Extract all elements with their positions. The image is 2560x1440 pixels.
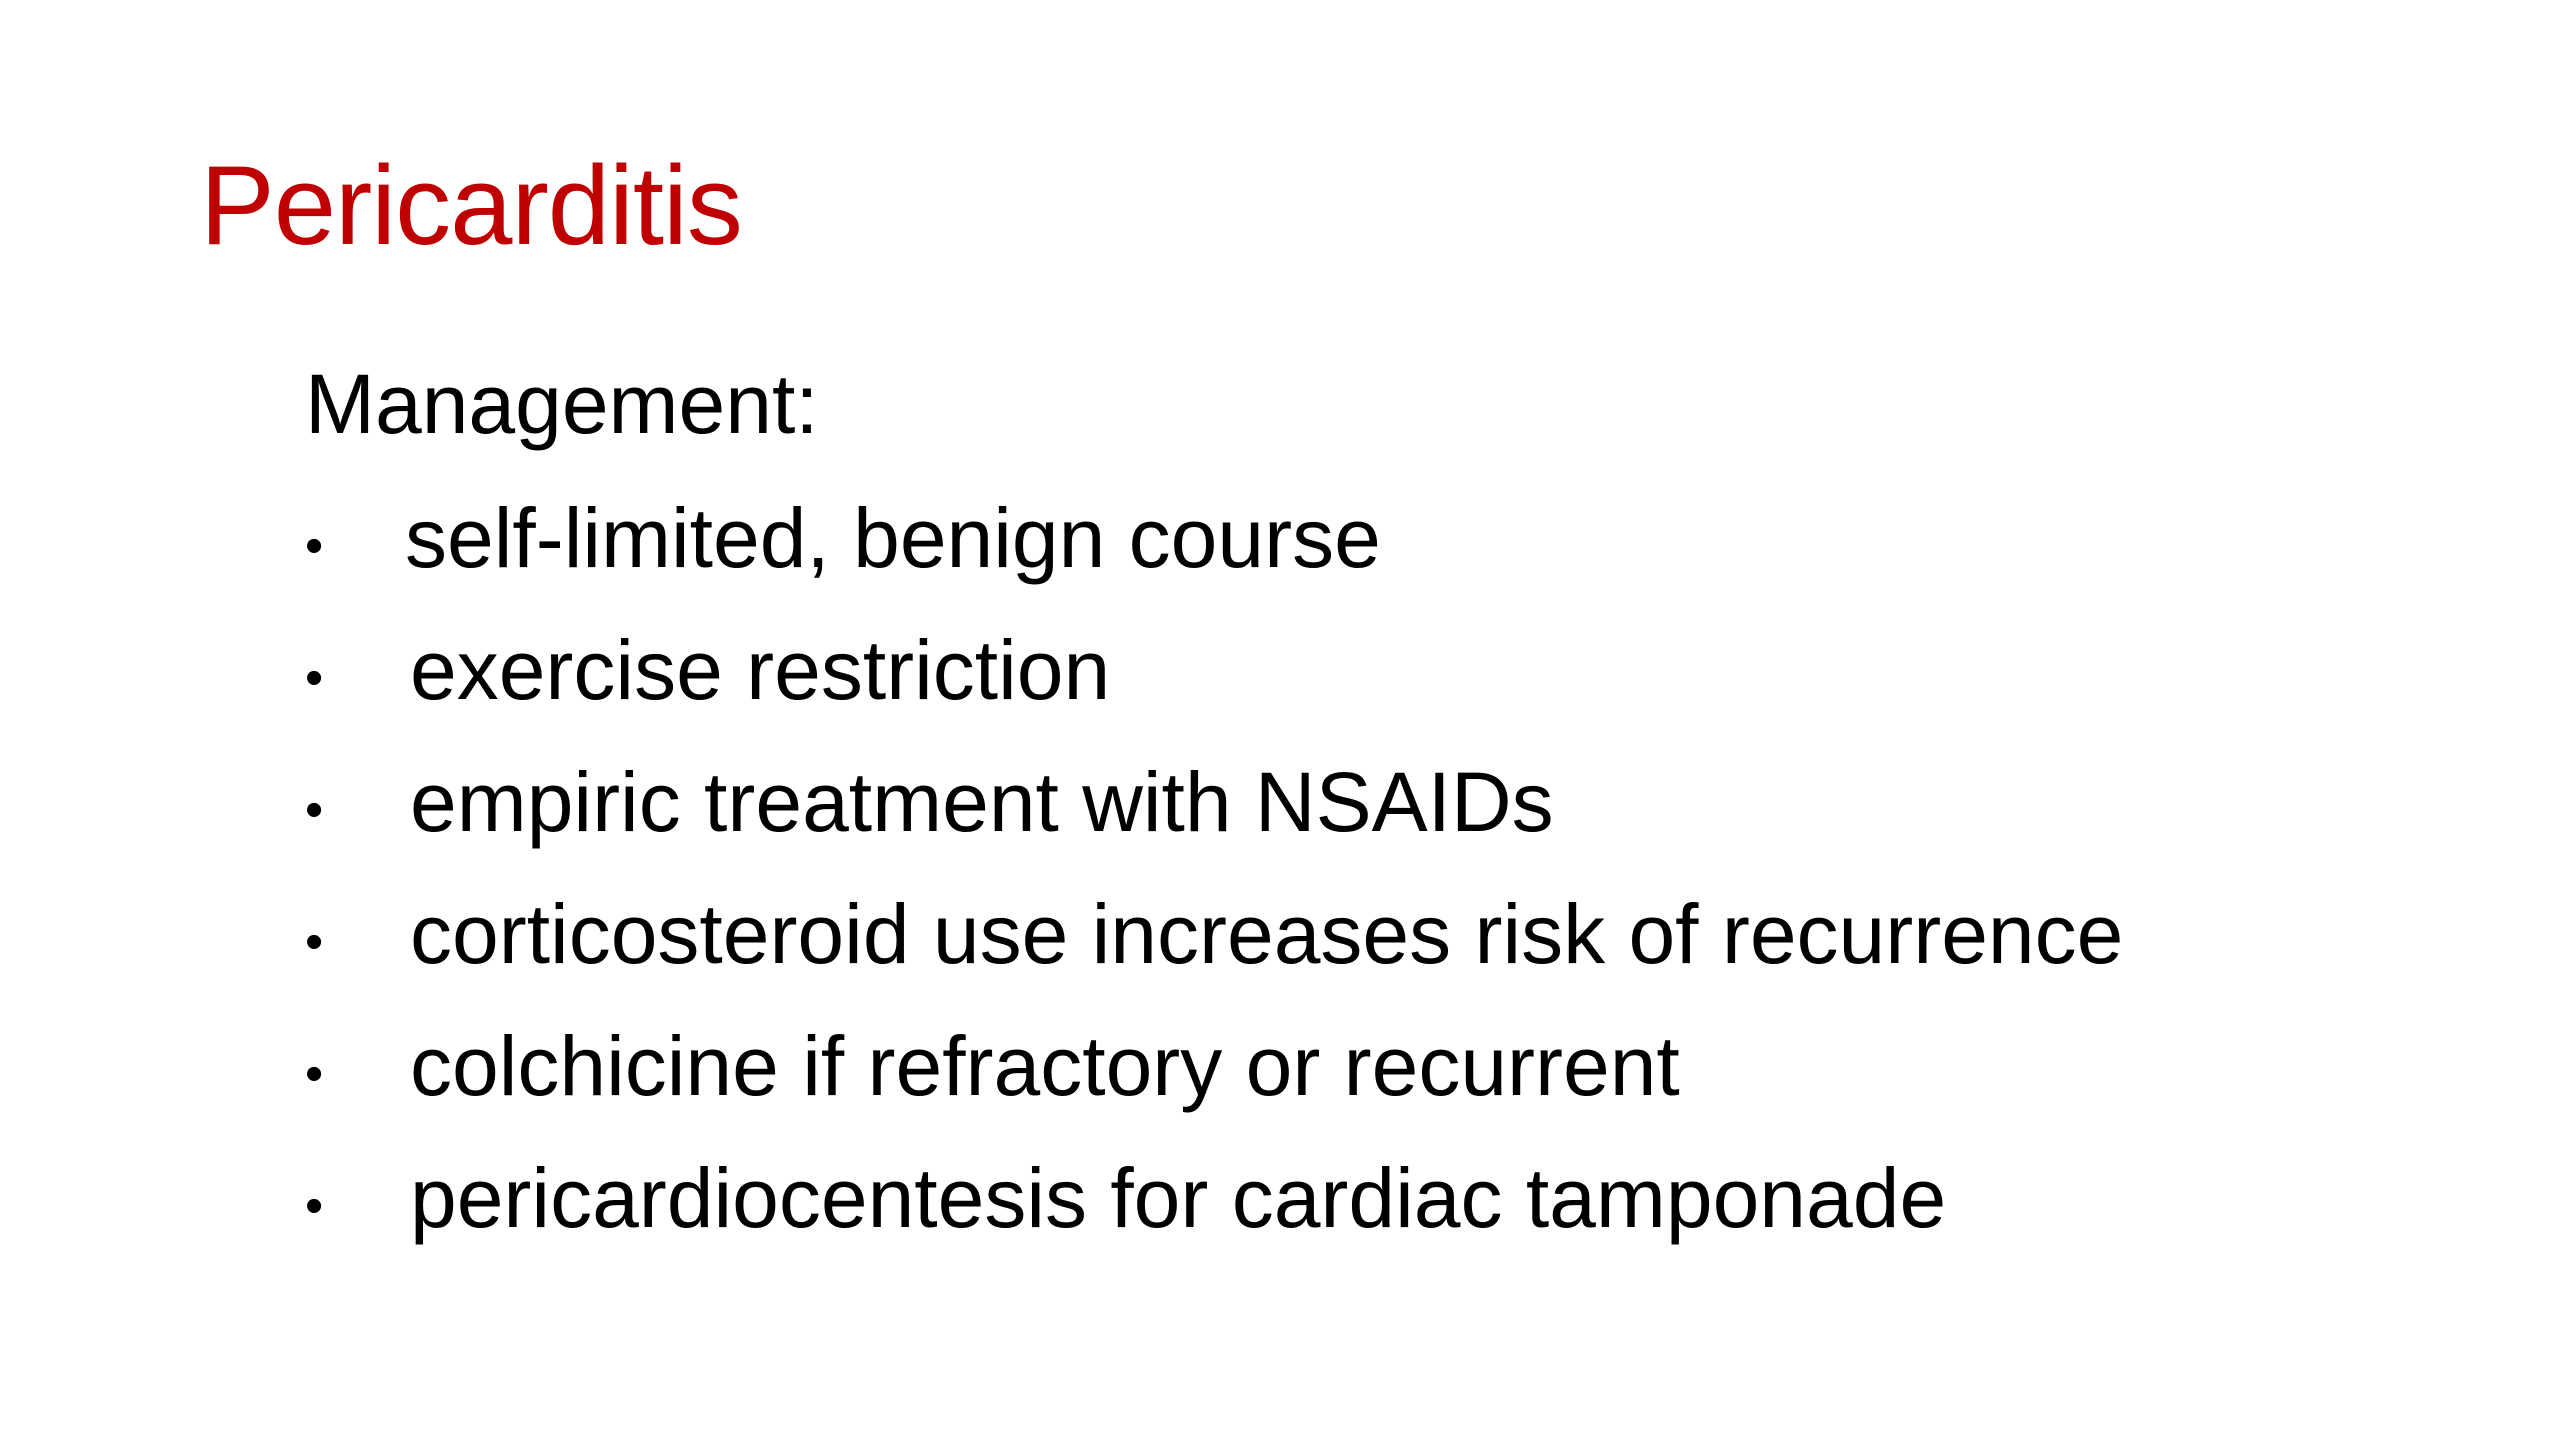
list-item-text: exercise restriction (410, 623, 1111, 717)
list-item-text: corticosteroid use increases risk of recurrence (410, 887, 2124, 981)
section-heading: Management: (305, 357, 819, 451)
bullet-icon: • (305, 781, 324, 839)
list-item-text: empiric treatment with NSAIDs (410, 755, 1554, 849)
list-item-text: pericardiocentesis for cardiac tamponade (410, 1151, 1947, 1245)
list-item-text: self-limited, benign course (405, 491, 1381, 585)
bullet-icon: • (305, 1177, 324, 1235)
list-item-text: colchicine if refractory or recurrent (410, 1019, 1680, 1113)
bullet-icon: • (305, 649, 324, 707)
slide-title: Pericarditis (200, 143, 742, 268)
bullet-icon: • (305, 517, 324, 575)
bullet-icon: • (305, 913, 324, 971)
bullet-icon: • (305, 1045, 324, 1103)
